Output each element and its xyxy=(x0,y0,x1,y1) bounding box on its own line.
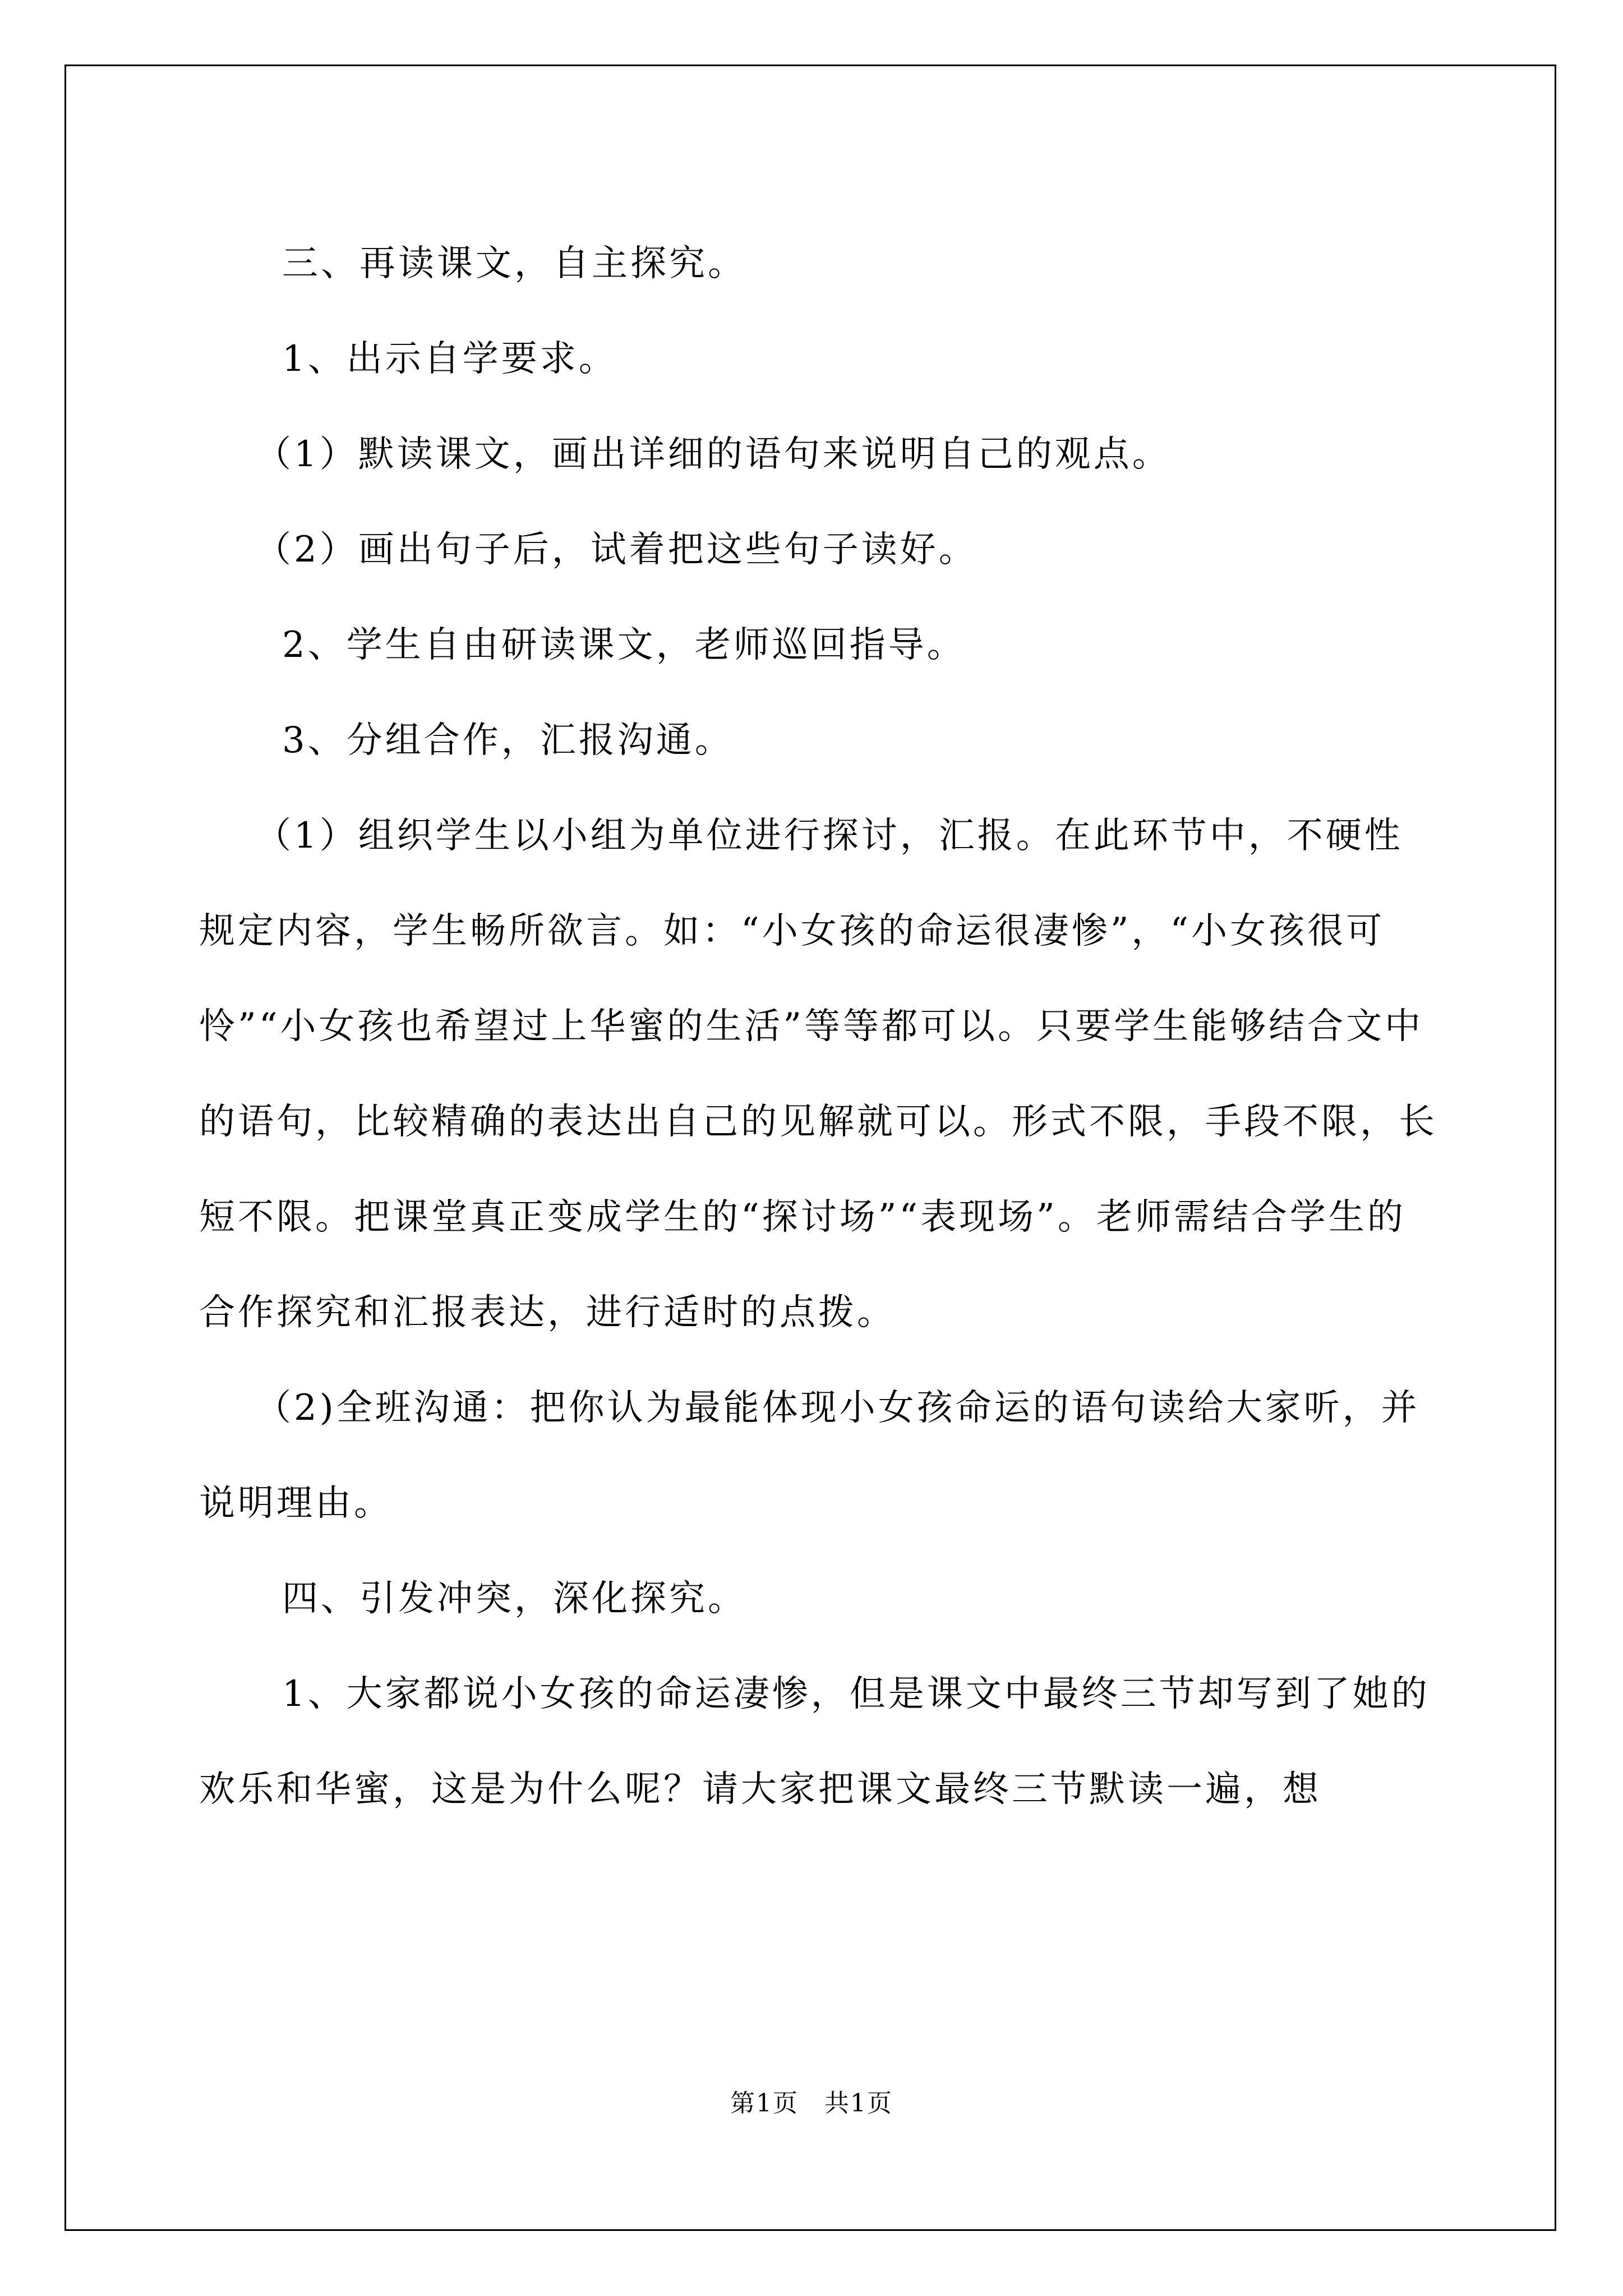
section-heading-4: 四、引发冲突，深化探究。 xyxy=(282,1578,746,1619)
list-item: （1）默读课文，画出详细的语句来说明自己的观点。 xyxy=(255,434,1171,475)
list-item: 1、出示自学要求。 xyxy=(282,338,617,380)
list-item: 3、分组合作，汇报沟通。 xyxy=(282,720,734,761)
section-heading-3: 三、再读课文，自主探究。 xyxy=(282,243,746,284)
body-paragraph: （2)全班沟通：把你认为最能体现小女孩命运的语句读给大家听，并说明理由。 xyxy=(199,1387,1420,1524)
list-item: 2、学生自由研读课文，老师巡回指导。 xyxy=(282,624,966,666)
body-paragraph: 1、大家都说小女孩的命运凄惨，但是课文中最终三节却写到了她的欢乐和华蜜，这是为什么呢？请大家把课文最终三节默读一遍，想 xyxy=(199,1673,1430,1810)
document-body xyxy=(199,216,1438,1837)
list-item: （2）画出句子后，试着把这些句子读好。 xyxy=(255,529,978,570)
page-footer: 第1页 共1页 xyxy=(730,2089,893,2118)
body-paragraph: （1）组织学生以小组为单位进行探讨，汇报。在此环节中，不硬性规定内容，学生畅所欲言。如：“小女孩的命运很凄惨”，“小女孩很可怜”“小女孩也希望过上华蜜的生活”等等都可以。只要学生能够结合文中的语句，比较精确的表达出自己的见解就可以。形式不限，手段不限，长短不限。把课堂真正变成学生的“探讨场”“表现场”。老师需结合学生的合作探究和汇报表达，进行适时的点拨。 xyxy=(199,815,1437,1333)
